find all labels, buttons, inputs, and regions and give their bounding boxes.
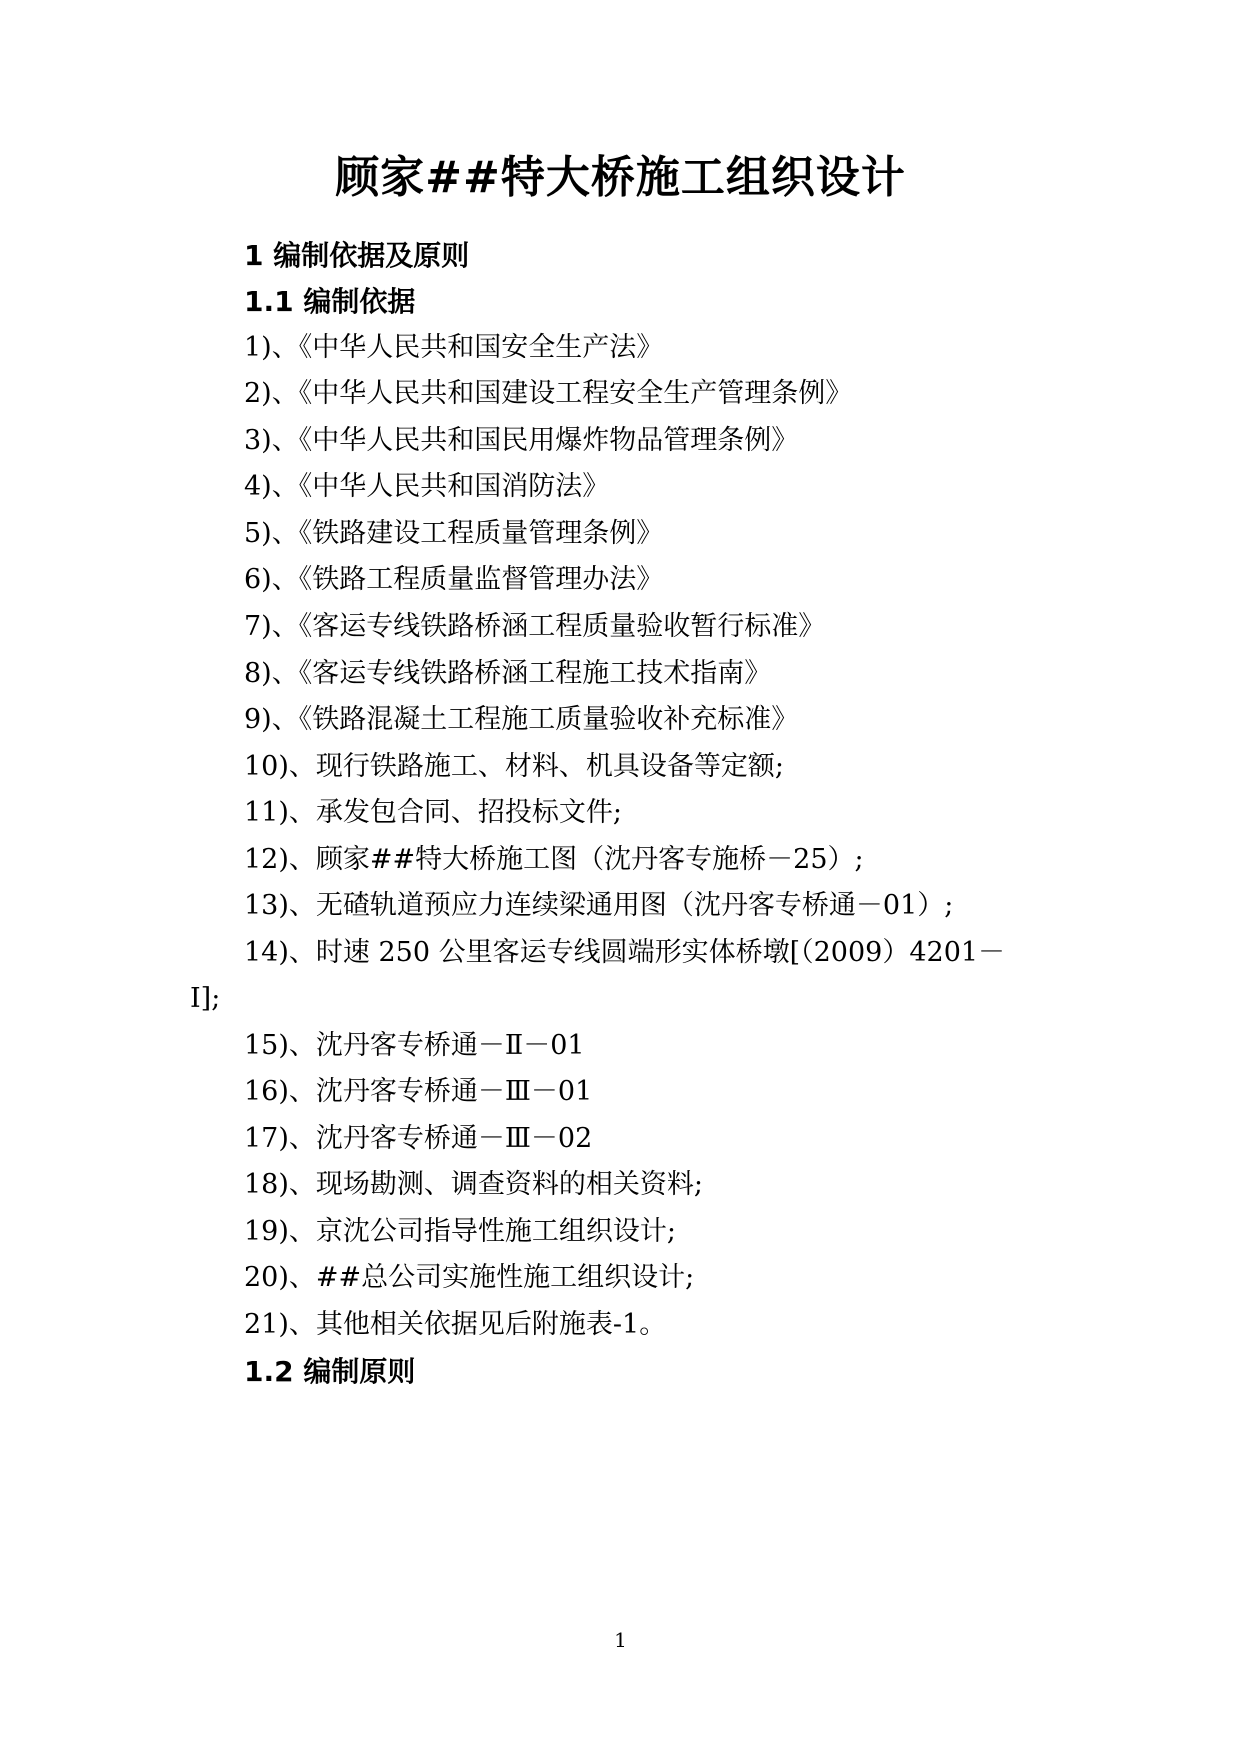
list-item: 12)、顾家##特大桥施工图（沈丹客专施桥－25）; xyxy=(244,844,864,875)
list-item: 19)、京沈公司指导性施工组织设计; xyxy=(244,1216,676,1247)
list-item-continuation: Ⅰ]; xyxy=(190,983,221,1014)
section-heading-1: 1 编制依据及原则 xyxy=(244,239,470,272)
list-item: 10)、现行铁路施工、材料、机具设备等定额; xyxy=(244,751,784,782)
list-item: 21)、其他相关依据见后附施表-1。 xyxy=(244,1309,667,1340)
list-item: 5)、《铁路建设工程质量管理条例》 xyxy=(244,518,664,549)
list-item: 20)、##总公司实施性施工组织设计; xyxy=(244,1262,695,1293)
list-item: 6)、《铁路工程质量监督管理办法》 xyxy=(244,564,664,595)
document-title: 顾家##特大桥施工组织设计 xyxy=(335,152,906,203)
list-item: 9)、《铁路混凝土工程施工质量验收补充标准》 xyxy=(244,704,799,735)
list-item: 14)、时速 250 公里客运专线圆端形实体桥墩[（2009）4201－ xyxy=(244,937,1006,968)
list-item: 17)、沈丹客专桥通－Ⅲ－02 xyxy=(244,1123,593,1154)
list-item: 7)、《客运专线铁路桥涵工程质量验收暂行标准》 xyxy=(244,611,826,642)
list-item: 18)、现场勘测、调查资料的相关资料; xyxy=(244,1169,703,1200)
list-item: 16)、沈丹客专桥通－Ⅲ－01 xyxy=(244,1076,593,1107)
list-item: 15)、沈丹客专桥通－Ⅱ－01 xyxy=(244,1030,585,1061)
section-heading-1-2: 1.2 编制原则 xyxy=(244,1355,416,1388)
list-item: 3)、《中华人民共和国民用爆炸物品管理条例》 xyxy=(244,425,799,456)
section-heading-1-1: 1.1 编制依据 xyxy=(244,285,416,318)
list-item: 2)、《中华人民共和国建设工程安全生产管理条例》 xyxy=(244,378,853,409)
list-item: 1)、《中华人民共和国安全生产法》 xyxy=(244,332,664,363)
list-item: 4)、《中华人民共和国消防法》 xyxy=(244,471,610,502)
list-item: 13)、无碴轨道预应力连续梁通用图（沈丹客专桥通－01）; xyxy=(244,890,954,921)
list-item: 11)、承发包合同、招投标文件; xyxy=(244,797,622,828)
page-number: 1 xyxy=(614,1628,627,1652)
list-item: 8)、《客运专线铁路桥涵工程施工技术指南》 xyxy=(244,658,772,689)
